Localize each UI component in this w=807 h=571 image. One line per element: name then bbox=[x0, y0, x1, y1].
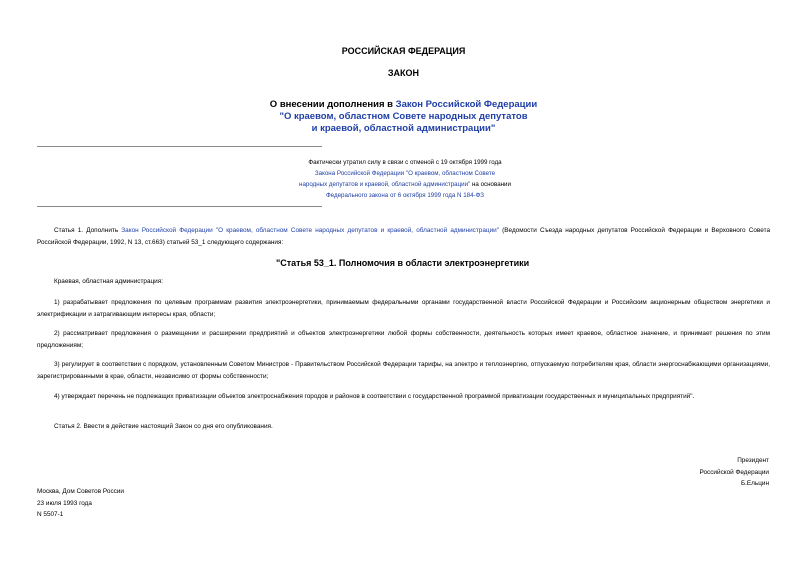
paragraph-text: 3) регулирует в соответствии с порядком, установленным Советом Министров - Правительством Российской Федерации тарифы, на электро и теплоэнергию, отпускаемую потребителям края, области энергоснабжающими организациями, зарегистрированными в крае, области, независимо от формы собственности; bbox=[37, 361, 770, 380]
status-note bbox=[250, 157, 560, 201]
title-link-line2[interactable]: "О краевом, областном Совете народных депутатов bbox=[279, 111, 528, 122]
divider-top bbox=[37, 146, 322, 147]
article-1-prefix: Статья 1. Дополнить bbox=[54, 227, 122, 234]
paragraph-1 bbox=[37, 297, 770, 320]
document-title bbox=[0, 99, 807, 135]
status-note-text: на основании bbox=[470, 181, 511, 188]
signature-block bbox=[700, 455, 770, 490]
place: Москва, Дом Советов России bbox=[37, 488, 124, 495]
paragraph-text: 1) разрабатывает предложения по целевым программам развития электроэнергетики, принимаемым федеральными органами государственной власти Российской Федерации и Российским акционерным обществом энергетики и электрификации и затрагивающим интересы края, области; bbox=[37, 299, 770, 318]
paragraph-text: Статья 2. Ввести в действие настоящий Закон со дня его опубликования. bbox=[54, 423, 273, 430]
paragraph-text: 2) рассматривает предложения о размещении и расширении предприятий и объектов электроэнергетики любой формы собственности, деятельность которых имеет краевое, областное значение, и принимает решения по этим предложениям; bbox=[37, 330, 770, 349]
paragraph-text: Краевая, областная администрация: bbox=[54, 278, 163, 285]
signature-office: Российской Федерации bbox=[699, 468, 769, 476]
article-1 bbox=[37, 225, 770, 248]
article-1-suffix: (Ведомости Съезда народных депутатов Российской Федерации и Верховного Совета Российской Федерации, 1992, N 13, ст.663) статьей 53_1 следующего содержания: bbox=[37, 227, 770, 246]
paragraph-text: 4) утверждает перечень не подлежащих приватизации объектов электроснабжения городов и районов в соответствии с государственной программой приватизации государственных и муниципальных предприятий". bbox=[54, 393, 695, 400]
signature-title: Президент bbox=[737, 457, 769, 464]
title-law-link[interactable]: Закон Российской Федерации bbox=[395, 99, 538, 110]
paragraph-2 bbox=[37, 328, 770, 351]
status-note-line1: Фактически утратил силу в связи с отменой с 19 октября 1999 года bbox=[308, 159, 502, 166]
doc-number: N 5507-1 bbox=[37, 511, 64, 518]
article-2 bbox=[37, 421, 770, 433]
date: 23 июля 1993 года bbox=[37, 499, 92, 507]
status-note-link3[interactable]: Федерального закона от 6 октября 1999 года N 184-ФЗ bbox=[325, 192, 485, 199]
status-note-link2[interactable]: народных депутатов и краевой, областной администрации" bbox=[299, 181, 471, 188]
country-heading: РОССИЙСКАЯ ФЕДЕРАЦИЯ bbox=[341, 46, 466, 56]
paragraph-4 bbox=[37, 391, 770, 403]
article-1-law-link[interactable]: Закон Российской Федерации "О краевом, областном Совете народных депутатов и краевой, областной администрации" bbox=[121, 227, 499, 234]
signature-name: Б.Ельцин bbox=[740, 480, 769, 487]
divider-bottom bbox=[37, 206, 322, 207]
new-article-heading: "Статья 53_1. Полномочия в области электроэнергетики bbox=[276, 258, 530, 268]
title-prefix: О внесении дополнения в bbox=[269, 99, 396, 110]
title-link-line3[interactable]: и краевой, областной администрации" bbox=[311, 123, 496, 134]
paragraph-intro bbox=[37, 276, 770, 288]
doc-type-heading: ЗАКОН bbox=[387, 68, 420, 78]
status-note-link1[interactable]: Закона Российской Федерации "О краевом, областном Совете bbox=[314, 170, 496, 177]
place-date-block bbox=[37, 486, 124, 521]
paragraph-3 bbox=[37, 359, 770, 382]
